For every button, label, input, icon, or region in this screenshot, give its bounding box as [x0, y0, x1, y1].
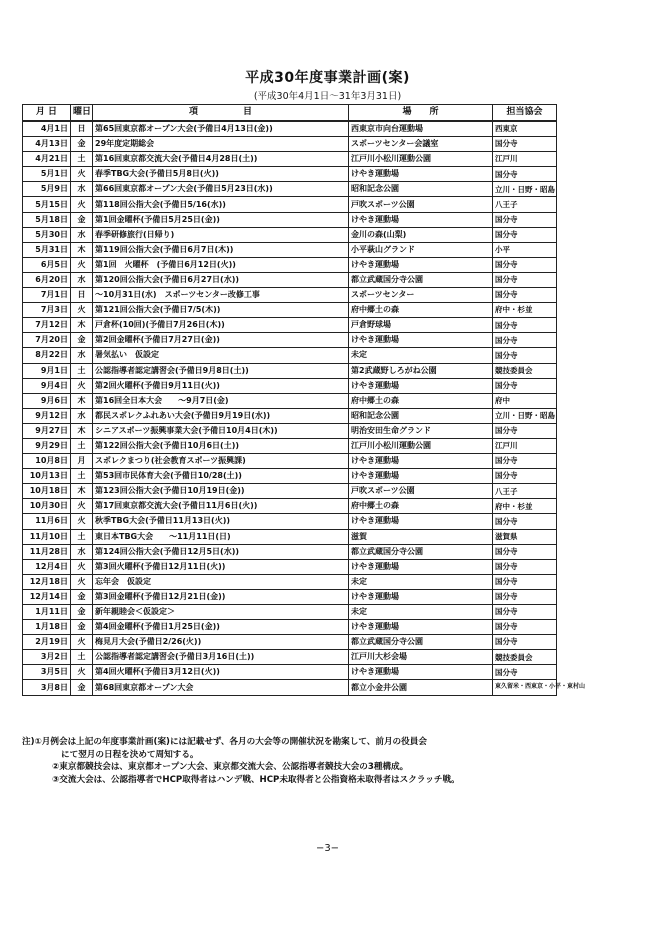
row-place: けやき運動場	[349, 167, 493, 182]
table-row	[23, 589, 557, 604]
row-item: 忘年会 仮設定	[93, 574, 349, 589]
row-date: 9月1日	[23, 363, 71, 378]
row-date: 5月15日	[23, 197, 71, 212]
table-row	[23, 559, 557, 574]
row-organizer: 小平	[493, 242, 557, 257]
row-item: 第65回東京都オープン大会(予備日4月13日(金))	[93, 121, 349, 137]
row-day-of-week: 火	[71, 197, 93, 212]
row-item: 秋季TBG大会(予備日11月13日(火))	[93, 514, 349, 529]
row-item: 第3回金曜杯(予備日12月21日(金))	[93, 589, 349, 604]
table-row	[23, 650, 557, 665]
row-place: 都立武蔵国分寺公園	[349, 544, 493, 559]
row-date: 9月27日	[23, 423, 71, 438]
row-day-of-week: 土	[71, 469, 93, 484]
row-day-of-week: 金	[71, 589, 93, 604]
row-day-of-week: 日	[71, 121, 93, 137]
row-item: ～10月31日(水) スポーツセンター改修工事	[93, 288, 349, 303]
row-day-of-week: 土	[71, 529, 93, 544]
table-row	[23, 438, 557, 453]
row-day-of-week: 月	[71, 454, 93, 469]
row-place: けやき運動場	[349, 589, 493, 604]
col-header-date: 月 日	[23, 105, 71, 122]
row-item: 第120回公指大会(予備日6月27日(水))	[93, 272, 349, 287]
row-place: 滋賀	[349, 529, 493, 544]
row-day-of-week: 木	[71, 318, 93, 333]
row-organizer: 立川・日野・昭島	[493, 182, 557, 197]
row-organizer: 国分寺	[493, 454, 557, 469]
table-row	[23, 635, 557, 650]
row-organizer: 国分寺	[493, 665, 557, 680]
table-row	[23, 378, 557, 393]
row-organizer: 国分寺	[493, 544, 557, 559]
table-row	[23, 288, 557, 303]
row-date: 10月8日	[23, 454, 71, 469]
row-item: 春季TBG大会(予備日5月8日(火))	[93, 167, 349, 182]
row-item: 第1回 火曜杯 (予備日6月12日(火))	[93, 257, 349, 272]
row-day-of-week: 土	[71, 363, 93, 378]
row-item: 第2回金曜杯(予備日7月27日(金))	[93, 333, 349, 348]
row-item: 第4回金曜杯(予備日1月25日(金))	[93, 620, 349, 635]
row-place: 府中郷土の森	[349, 499, 493, 514]
row-place: スポーツセンター	[349, 288, 493, 303]
row-date: 7月12日	[23, 318, 71, 333]
table-row	[23, 227, 557, 242]
row-day-of-week: 火	[71, 559, 93, 574]
row-date: 5月30日	[23, 227, 71, 242]
row-organizer: 国分寺	[493, 423, 557, 438]
row-place: 江戸川小松川運動公園	[349, 152, 493, 167]
row-place: けやき運動場	[349, 469, 493, 484]
row-item: 第2回火曜杯(予備日9月11日(火))	[93, 378, 349, 393]
row-organizer: 国分寺	[493, 257, 557, 272]
row-organizer: 国分寺	[493, 605, 557, 620]
table-row	[23, 574, 557, 589]
row-organizer: 江戸川	[493, 152, 557, 167]
table-row	[23, 348, 557, 363]
row-place: 昭和記念公園	[349, 408, 493, 423]
notes-section	[22, 736, 642, 786]
row-date: 12月4日	[23, 559, 71, 574]
row-organizer: 国分寺	[493, 227, 557, 242]
row-day-of-week: 火	[71, 499, 93, 514]
row-day-of-week: 土	[71, 650, 93, 665]
row-day-of-week: 火	[71, 665, 93, 680]
row-organizer: 国分寺	[493, 167, 557, 182]
row-place: 都立武蔵国分寺公園	[349, 272, 493, 287]
row-day-of-week: 木	[71, 423, 93, 438]
row-day-of-week: 火	[71, 635, 93, 650]
row-date: 5月9日	[23, 182, 71, 197]
table-row	[23, 333, 557, 348]
row-date: 7月1日	[23, 288, 71, 303]
row-date: 4月13日	[23, 137, 71, 152]
row-date: 10月30日	[23, 499, 71, 514]
row-organizer: 府中	[493, 393, 557, 408]
note-1-line-2: にて翌月の日程を決めて周知する。	[61, 749, 199, 760]
row-organizer: 国分寺	[493, 272, 557, 287]
row-place: 第2武蔵野しろがね公園	[349, 363, 493, 378]
row-place: けやき運動場	[349, 378, 493, 393]
row-date: 5月31日	[23, 242, 71, 257]
row-place: けやき運動場	[349, 620, 493, 635]
row-day-of-week: 土	[71, 152, 93, 167]
row-place: 金川の森(山梨)	[349, 227, 493, 242]
row-item: 第1回金曜杯(予備日5月25日(金))	[93, 212, 349, 227]
row-organizer: 国分寺	[493, 635, 557, 650]
row-organizer: 競技委員会	[493, 650, 557, 665]
table-row	[23, 499, 557, 514]
row-date: 10月18日	[23, 484, 71, 499]
table-row	[23, 303, 557, 318]
row-date: 8月22日	[23, 348, 71, 363]
row-organizer: 八王子	[493, 197, 557, 212]
page-subtitle: (平成30年4月1日～31年3月31日)	[253, 91, 402, 102]
row-item: シニアスポーツ振興事業大会(予備日10月4日(木))	[93, 423, 349, 438]
row-item: 29年度定期総会	[93, 137, 349, 152]
row-item: 第121回公指大会(予備日7/5(木))	[93, 303, 349, 318]
table-row	[23, 182, 557, 197]
row-place: 都立小金井公園	[349, 680, 493, 695]
row-date: 7月20日	[23, 333, 71, 348]
row-place: 戸吹スポーツ公園	[349, 484, 493, 499]
table-row	[23, 620, 557, 635]
note-3: ③交流大会は、公認指導者でHCP取得者はハンデ戦、HCP未取得者と公指資格未取得者はスクラッチ戦。	[52, 774, 460, 785]
row-place: 府中郷土の森	[349, 393, 493, 408]
row-place: けやき運動場	[349, 257, 493, 272]
row-item: 第3回火曜杯(予備日12月11日(火))	[93, 559, 349, 574]
row-organizer: 国分寺	[493, 348, 557, 363]
table-row	[23, 408, 557, 423]
row-organizer: 国分寺	[493, 288, 557, 303]
table-row	[23, 484, 557, 499]
table-row	[23, 423, 557, 438]
row-day-of-week: 火	[71, 257, 93, 272]
row-organizer: 東久留米・西東京・小平・東村山	[493, 680, 557, 695]
row-organizer: 競技委員会	[493, 363, 557, 378]
row-place: けやき運動場	[349, 212, 493, 227]
row-organizer: 国分寺	[493, 620, 557, 635]
row-day-of-week: 木	[71, 242, 93, 257]
col-header-org: 担当協会	[493, 105, 557, 122]
row-item: 第124回公指大会(予備日12月5日(水))	[93, 544, 349, 559]
table-row	[23, 665, 557, 680]
row-organizer: 国分寺	[493, 589, 557, 604]
row-item: スポレクまつり(社会教育スポーツ振興課)	[93, 454, 349, 469]
row-item: 第66回東京都オープン大会(予備日5月23日(水))	[93, 182, 349, 197]
row-date: 4月1日	[23, 121, 71, 137]
table-row	[23, 454, 557, 469]
row-item: 第17回東京都交流大会(予備日11月6日(火))	[93, 499, 349, 514]
table-row	[23, 514, 557, 529]
table-row	[23, 544, 557, 559]
row-item: 第16回全日本大会 ～9月7日(金)	[93, 393, 349, 408]
table-header-row	[23, 105, 557, 122]
schedule-table-body	[23, 121, 586, 695]
row-date: 3月2日	[23, 650, 71, 665]
table-row	[23, 680, 557, 695]
row-day-of-week: 日	[71, 288, 93, 303]
row-date: 5月18日	[23, 212, 71, 227]
row-day-of-week: 水	[71, 227, 93, 242]
row-place: けやき運動場	[349, 454, 493, 469]
row-date: 10月13日	[23, 469, 71, 484]
row-place: 戸倉野球場	[349, 318, 493, 333]
table-row	[23, 605, 557, 620]
row-item: 第118回公指大会(予備日5/16(水))	[93, 197, 349, 212]
row-item: 第68回東京都オープン大会	[93, 680, 349, 695]
row-item: 都民スポレクふれあい大会(予備日9月19日(水))	[93, 408, 349, 423]
row-place: 西東京市向台運動場	[349, 121, 493, 137]
table-row	[23, 393, 557, 408]
row-organizer: 国分寺	[493, 574, 557, 589]
row-place: けやき運動場	[349, 333, 493, 348]
row-date: 11月28日	[23, 544, 71, 559]
table-row	[23, 529, 557, 544]
row-item: 第122回公指大会(予備日10月6日(土))	[93, 438, 349, 453]
table-row	[23, 152, 557, 167]
page-title: 平成30年度事業計画(案)	[245, 70, 410, 86]
row-date: 5月1日	[23, 167, 71, 182]
table-row	[23, 212, 557, 227]
row-day-of-week: 水	[71, 182, 93, 197]
row-organizer: 国分寺	[493, 559, 557, 574]
row-item: 公認指導者認定講習会(予備日3月16日(土))	[93, 650, 349, 665]
row-day-of-week: 水	[71, 544, 93, 559]
table-row	[23, 318, 557, 333]
row-day-of-week: 水	[71, 348, 93, 363]
row-item: 公認指導者認定講習会(予備日9月8日(土))	[93, 363, 349, 378]
row-item: 第119回公指大会(予備日6月7日(木))	[93, 242, 349, 257]
row-place: 小平萩山グランド	[349, 242, 493, 257]
row-date: 9月12日	[23, 408, 71, 423]
table-row	[23, 257, 557, 272]
row-date: 6月20日	[23, 272, 71, 287]
row-day-of-week: 木	[71, 484, 93, 499]
row-day-of-week: 金	[71, 212, 93, 227]
row-item: 戸倉杯(10回)(予備日7月26日(木))	[93, 318, 349, 333]
row-day-of-week: 火	[71, 378, 93, 393]
row-day-of-week: 水	[71, 272, 93, 287]
row-organizer: 八王子	[493, 484, 557, 499]
note-2: ②東京都競技会は、東京都オープン大会、東京都交流大会、公認指導者競技大会の3種構成。	[52, 762, 409, 772]
row-place: 未定	[349, 348, 493, 363]
row-item: 第53回市民体育大会(予備日10/28(土))	[93, 469, 349, 484]
row-date: 9月4日	[23, 378, 71, 393]
row-organizer: 江戸川	[493, 438, 557, 453]
table-row	[23, 167, 557, 182]
row-organizer: 西東京	[493, 121, 557, 137]
note-1-line-1: 注)①月例会は上記の年度事業計画(案)には記載せず、各月の大会等の開催状況を勘案して、前月の役員会	[22, 737, 427, 747]
col-header-item: 項 目	[93, 105, 349, 122]
row-organizer: 国分寺	[493, 137, 557, 152]
row-organizer: 府中・杉並	[493, 499, 557, 514]
row-organizer: 滋賀県	[493, 529, 557, 544]
row-place: スポーツセンター会議室	[349, 137, 493, 152]
row-date: 11月6日	[23, 514, 71, 529]
row-day-of-week: 火	[71, 574, 93, 589]
row-date: 11月10日	[23, 529, 71, 544]
row-date: 4月21日	[23, 152, 71, 167]
row-date: 6月5日	[23, 257, 71, 272]
row-date: 12月18日	[23, 574, 71, 589]
row-organizer: 国分寺	[493, 318, 557, 333]
row-place: 江戸川小松川運動公園	[349, 438, 493, 453]
row-place: けやき運動場	[349, 665, 493, 680]
row-date: 7月3日	[23, 303, 71, 318]
row-place: 戸吹スポーツ公園	[349, 197, 493, 212]
table-row	[23, 121, 557, 137]
table-row	[23, 137, 557, 152]
row-organizer: 国分寺	[493, 514, 557, 529]
row-item: 第123回公指大会(予備日10月19日(金))	[93, 484, 349, 499]
row-date: 3月8日	[23, 680, 71, 695]
row-day-of-week: 金	[71, 333, 93, 348]
row-place: 府中郷土の森	[349, 303, 493, 318]
col-header-place: 場 所	[349, 105, 493, 122]
row-organizer: 国分寺	[493, 469, 557, 484]
row-item: 第4回火曜杯(予備日3月12日(火))	[93, 665, 349, 680]
row-day-of-week: 金	[71, 137, 93, 152]
row-item: 新年親睦会＜仮設定＞	[93, 605, 349, 620]
row-place: 未定	[349, 605, 493, 620]
table-row	[23, 363, 557, 378]
row-item: 第16回東京都交流大会(予備日4月28日(土))	[93, 152, 349, 167]
row-place: けやき運動場	[349, 514, 493, 529]
row-item: 春季研修旅行(日帰り)	[93, 227, 349, 242]
row-place: 江戸川大杉会場	[349, 650, 493, 665]
row-organizer: 府中・杉並	[493, 303, 557, 318]
row-date: 9月29日	[23, 438, 71, 453]
row-item: 暑気払い 仮設定	[93, 348, 349, 363]
row-day-of-week: 火	[71, 303, 93, 318]
row-organizer: 国分寺	[493, 333, 557, 348]
row-item: 東日本TBG大会 ～11月11日(日)	[93, 529, 349, 544]
table-row	[23, 197, 557, 212]
row-day-of-week: 金	[71, 605, 93, 620]
row-organizer: 立川・日野・昭島	[493, 408, 557, 423]
schedule-table	[22, 104, 586, 696]
table-row	[23, 242, 557, 257]
row-place: 未定	[349, 574, 493, 589]
row-organizer: 国分寺	[493, 212, 557, 227]
table-row	[23, 469, 557, 484]
row-place: 明治安田生命グランド	[349, 423, 493, 438]
row-day-of-week: 金	[71, 680, 93, 695]
row-day-of-week: 金	[71, 620, 93, 635]
row-date: 3月5日	[23, 665, 71, 680]
row-item: 梅見月大会(予備日2/26(火))	[93, 635, 349, 650]
row-date: 12月14日	[23, 589, 71, 604]
row-day-of-week: 水	[71, 408, 93, 423]
row-date: 1月18日	[23, 620, 71, 635]
col-header-dow: 曜日	[71, 105, 93, 122]
row-date: 2月19日	[23, 635, 71, 650]
row-organizer: 国分寺	[493, 378, 557, 393]
row-place: 昭和記念公園	[349, 182, 493, 197]
row-day-of-week: 土	[71, 438, 93, 453]
row-day-of-week: 火	[71, 514, 93, 529]
table-row	[23, 272, 557, 287]
row-date: 9月6日	[23, 393, 71, 408]
row-place: けやき運動場	[349, 559, 493, 574]
page-number: −3−	[315, 843, 340, 854]
row-day-of-week: 木	[71, 393, 93, 408]
row-place: 都立武蔵国分寺公園	[349, 635, 493, 650]
row-day-of-week: 火	[71, 167, 93, 182]
row-date: 1月11日	[23, 605, 71, 620]
